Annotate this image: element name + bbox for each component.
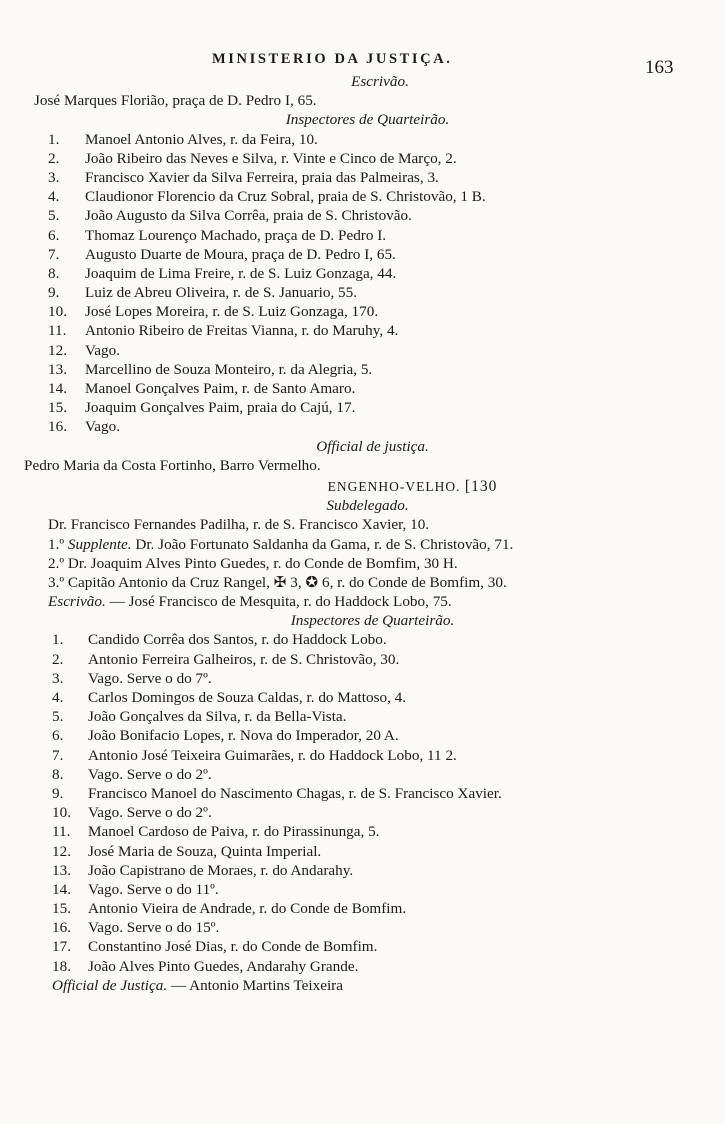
item-number: 13. — [48, 360, 67, 378]
list-item — [0, 321, 725, 340]
list-item — [0, 726, 725, 745]
item-text: Vago. Serve o do 15º. — [88, 919, 220, 937]
official-text: — Antonio Martins Teixeira — [167, 976, 343, 994]
list-item — [0, 187, 725, 206]
item-text: Francisco Xavier da Silva Ferreira, praia das Palmeiras, 3. — [85, 168, 439, 186]
list-item — [0, 669, 725, 688]
item-number: 6. — [48, 226, 60, 244]
supplente-prefix: 1.º — [48, 535, 65, 553]
item-text: Francisco Manoel do Nascimento Chagas, r. de S. Francisco Xavier. — [88, 784, 502, 802]
item-number: 11. — [48, 322, 67, 340]
section-title-number: [130 — [464, 477, 498, 495]
list-item — [0, 398, 725, 417]
escrivao-entry-2 — [0, 592, 725, 611]
item-text: Vago. — [85, 418, 121, 436]
inspectores-heading: Inspectores de Quarteirão. — [285, 111, 450, 129]
item-number: 8. — [52, 765, 64, 783]
item-number: 7. — [48, 245, 60, 263]
item-number: 16. — [48, 418, 67, 436]
item-text: Joaquim de Lima Freire, r. de S. Luiz Gonzaga, 44. — [85, 264, 397, 282]
subdelegado-heading: Subdelegado. — [326, 497, 409, 515]
list-item — [0, 957, 725, 976]
item-number: 5. — [48, 207, 60, 225]
item-text: Antonio José Teixeira Guimarães, r. do Haddock Lobo, 11 2. — [88, 746, 457, 764]
section-title-text: ENGENHO-VELHO. — [327, 478, 461, 494]
page-number: 163 — [645, 57, 674, 78]
list-item — [0, 417, 725, 436]
item-text: Manoel Gonçalves Paim, r. de Santo Amaro. — [85, 380, 356, 397]
item-number: 10. — [48, 303, 67, 321]
list-item — [0, 746, 725, 765]
list-item — [0, 861, 725, 880]
supplente-text: Dr. João Fortunato Saldanha da Gama, r. de S. Christovão, 71. — [131, 535, 514, 553]
supplente-2 — [0, 554, 725, 573]
item-number: 4. — [48, 188, 60, 206]
list-item — [0, 937, 725, 956]
item-number: 12. — [52, 842, 71, 860]
list-item — [0, 880, 725, 899]
item-number: 2. — [52, 650, 64, 668]
item-number: 13. — [52, 861, 71, 879]
list-item — [0, 803, 725, 822]
item-number: 12. — [48, 341, 67, 359]
supplente-prefix: 2.º — [48, 554, 65, 572]
list-item — [0, 842, 725, 861]
subdelegado-entry: Dr. Francisco Fernandes Padilha, r. de S. Francisco Xavier, 10. — [48, 516, 430, 534]
item-number: 8. — [48, 264, 60, 282]
item-text: João Augusto da Silva Corrêa, praia de S. Christovão. — [85, 207, 412, 225]
supplente-text: Dr. Joaquim Alves Pinto Guedes, r. do Conde de Bomfim, 30 H. — [67, 554, 458, 572]
inspectores-heading-2: Inspectores de Quarteirão. — [290, 612, 455, 630]
item-text: Vago. Serve o do 2º. — [88, 765, 212, 783]
list-item — [0, 360, 725, 379]
running-title: MINISTERIO DA JUSTIÇA. — [212, 51, 453, 67]
item-text: João Gonçalves da Silva, r. da Bella-Vista. — [88, 708, 347, 726]
item-text: Constantino José Dias, r. do Conde de Bomfim. — [88, 938, 378, 956]
item-number: 4. — [52, 689, 64, 706]
item-number: 15. — [52, 900, 71, 918]
item-number: 15. — [48, 399, 67, 417]
item-text: Manoel Cardoso de Paiva, r. do Pirassinunga, 5. — [88, 823, 380, 841]
list-item — [0, 899, 725, 918]
item-text: Candido Corrêa dos Santos, r. do Haddock Lobo. — [88, 631, 387, 649]
supplente-label: Supplente. — [67, 535, 132, 553]
item-number: 9. — [48, 284, 60, 302]
escrivao-heading: Escrivão. — [351, 73, 409, 90]
list-item — [0, 650, 725, 669]
official-entry-2 — [0, 976, 725, 995]
list-item — [0, 630, 725, 649]
item-text: Manoel Antonio Alves, r. da Feira, 10. — [85, 130, 318, 148]
escrivao-label: Escrivão. — [48, 593, 106, 611]
list-item — [0, 784, 725, 803]
item-text: Vago. Serve o do 2º. — [88, 804, 212, 822]
item-text: João Alves Pinto Guedes, Andarahy Grande. — [88, 957, 359, 975]
item-text: Vago. — [85, 341, 121, 359]
item-text: Antonio Ribeiro de Freitas Vianna, r. do Maruhy, 4. — [85, 322, 399, 340]
item-text: Claudionor Florencio da Cruz Sobral, praia de S. Christovão, 1 B. — [85, 188, 486, 206]
item-text: José Maria de Souza, Quinta Imperial. — [88, 842, 322, 860]
item-text: Antonio Vieira de Andrade, r. do Conde de Bomfim. — [88, 900, 407, 918]
item-number: 11. — [52, 823, 71, 841]
section-title — [0, 477, 725, 496]
item-number: 1. — [48, 130, 60, 148]
list-item — [0, 918, 725, 937]
official-label: Official de Justiça. — [52, 976, 168, 994]
item-text: Vago. Serve o do 11º. — [88, 880, 219, 898]
list-item — [0, 283, 725, 302]
list-item — [0, 341, 725, 360]
item-number: 18. — [52, 957, 71, 975]
item-text: Marcellino de Souza Monteiro, r. da Alegria, 5. — [85, 360, 373, 378]
item-number: 1. — [52, 631, 64, 649]
list-item — [0, 168, 725, 187]
inspectores-list — [0, 130, 725, 437]
item-number: 6. — [52, 727, 64, 745]
supplente-3 — [0, 573, 725, 592]
list-item — [0, 707, 725, 726]
escrivao-entry: José Marques Florião, praça de D. Pedro I, 65. — [34, 92, 317, 110]
item-text: Joaquim Gonçalves Paim, praia do Cajú, 17. — [85, 399, 356, 417]
item-number: 3. — [52, 669, 64, 687]
supplente-prefix: 3.º — [48, 573, 65, 591]
list-item — [0, 264, 725, 283]
item-text: João Capistrano de Moraes, r. do Andarahy. — [88, 861, 354, 879]
list-item — [0, 130, 725, 149]
list-item — [0, 245, 725, 264]
list-item — [0, 765, 725, 784]
list-item — [0, 206, 725, 225]
list-item — [0, 822, 725, 841]
item-text: Thomaz Lourenço Machado, praça de D. Pedro I. — [85, 226, 387, 244]
item-number: 9. — [52, 784, 64, 802]
item-text: Antonio Ferreira Galheiros, r. de S. Christovão, 30. — [88, 650, 400, 668]
item-text: João Bonifacio Lopes, r. Nova do Imperador, 20 A. — [88, 727, 399, 745]
list-item — [0, 302, 725, 321]
item-number: 5. — [52, 708, 64, 726]
list-item — [0, 149, 725, 168]
item-number: 14. — [52, 880, 71, 898]
item-text: José Lopes Moreira, r. de S. Luiz Gonzaga, 170. — [85, 303, 379, 321]
item-number: 17. — [52, 938, 71, 956]
item-text: Luiz de Abreu Oliveira, r. de S. Januario, 55. — [85, 284, 358, 302]
supplente-1 — [0, 535, 725, 554]
list-item — [0, 688, 725, 707]
item-text: Carlos Domingos de Souza Caldas, r. do Mattoso, 4. — [88, 689, 407, 706]
official-entry: Pedro Maria da Costa Fortinho, Barro Vermelho. — [24, 456, 321, 474]
list-item — [0, 226, 725, 245]
inspectores-list-2 — [0, 630, 725, 975]
official-heading: Official de justiça. — [316, 437, 429, 455]
list-item — [0, 379, 725, 398]
page-content — [0, 72, 725, 995]
item-text: Vago. Serve o do 7º. — [88, 669, 212, 687]
item-number: 3. — [48, 168, 60, 186]
escrivao-text: — José Francisco de Mesquita, r. do Haddock Lobo, 75. — [105, 593, 452, 611]
item-number: 16. — [52, 919, 71, 937]
item-text: Augusto Duarte de Moura, praça de D. Pedro I, 65. — [85, 245, 396, 263]
item-text: João Ribeiro das Neves e Silva, r. Vinte e Cinco de Março, 2. — [85, 149, 457, 167]
item-number: 2. — [48, 149, 60, 167]
page-header — [0, 50, 725, 78]
item-number: 14. — [48, 380, 67, 397]
item-number: 7. — [52, 746, 64, 764]
item-number: 10. — [52, 804, 71, 822]
supplente-text: Capitão Antonio da Cruz Rangel, ✠ 3, ✪ 6, r. do Conde de Bomfim, 30. — [67, 573, 507, 591]
